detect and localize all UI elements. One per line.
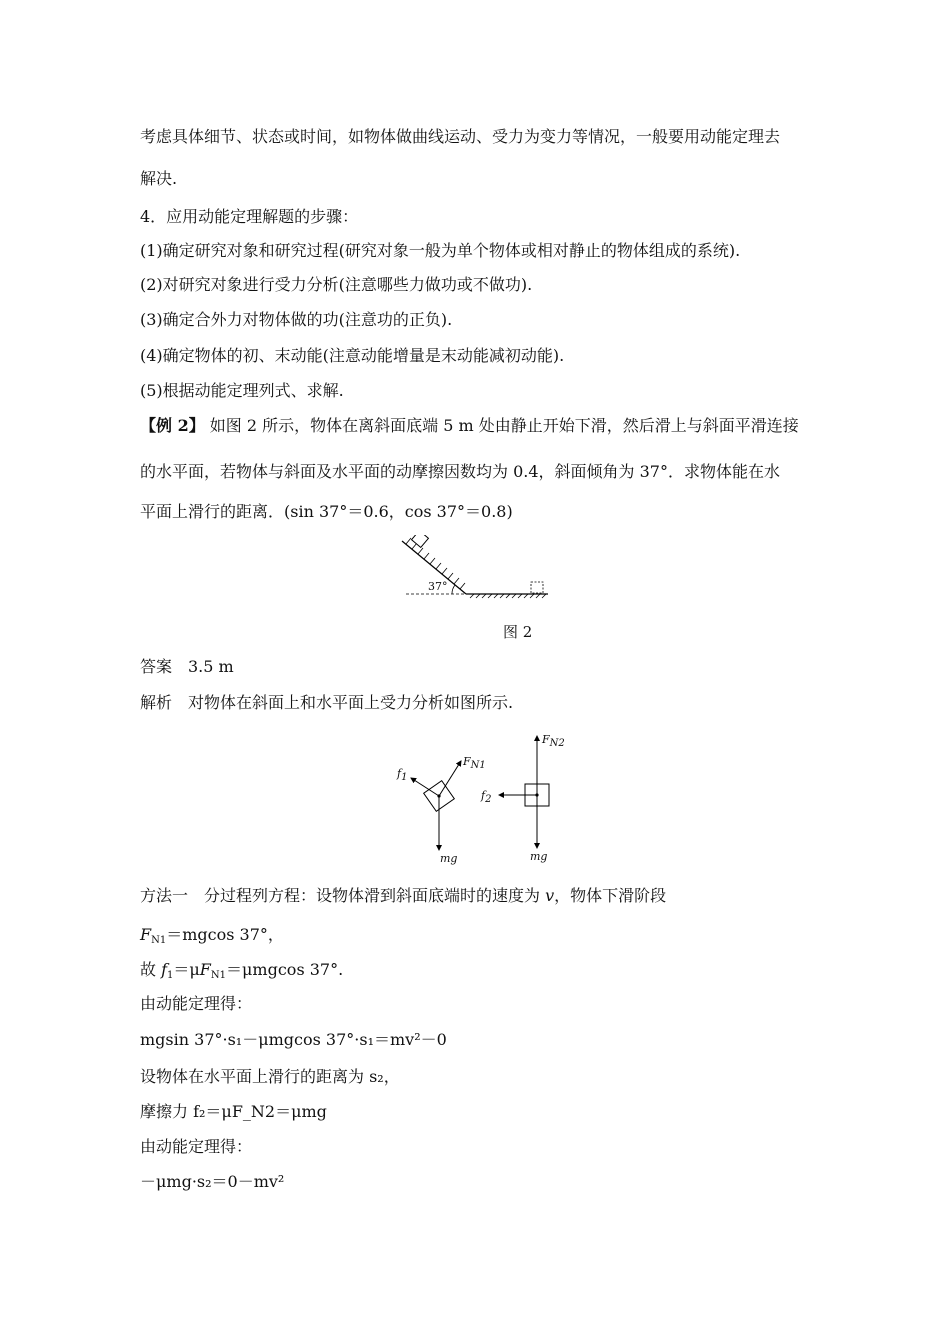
block-on-incline <box>412 535 429 547</box>
label-fn1: FN1 <box>463 755 486 771</box>
example-line <box>140 416 799 436</box>
label-f1: f1 <box>397 767 408 783</box>
method-line: 方法一 分过程列方程：设物体滑到斜面底端时的速度为 v，物体下滑阶段 <box>140 886 667 905</box>
step-4: (4)确定物体的初、末动能(注意动能增量是末动能减初动能). <box>140 346 565 365</box>
equation-2: 故 $f_1=\mu F_{N1}=\mu mgcos$ 37°. <box>140 960 344 981</box>
equation-3: 由动能定理得： <box>140 994 253 1013</box>
equation-5: 设物体在水平面上滑行的距离为 s₂， <box>140 1067 400 1086</box>
steps-heading: 4．应用动能定理解题的步骤： <box>140 207 359 226</box>
left-body <box>411 761 461 850</box>
force-diagram <box>395 728 565 868</box>
example-line-3: 平面上滑行的距离．(sin 37°＝0.6，cos 37°＝0.8) <box>140 502 513 521</box>
label-fn2: FN2 <box>542 733 565 749</box>
figure-caption: 图 2 <box>503 623 533 641</box>
label-f2: f2 <box>481 789 492 805</box>
analysis: 解析 对物体在斜面上和水平面上受力分析如图所示. <box>140 693 514 712</box>
equation-6: 摩擦力 f₂＝μF_N2＝μmg <box>140 1102 327 1121</box>
incline-figure <box>398 535 558 607</box>
text-line: 解决. <box>140 169 178 188</box>
equation-7: 由动能定理得： <box>140 1137 253 1156</box>
equation-8: －μmg·s₂＝0－mv² <box>140 1172 285 1191</box>
answer: 答案 3.5 m <box>140 657 234 676</box>
example-line-2: 的水平面，若物体与斜面及水平面的动摩擦因数均为 0.4，斜面倾角为 37°．求物体能在水 <box>140 462 780 481</box>
label-mg-left: mg <box>440 852 458 865</box>
step-3: (3)确定合外力对物体做的功(注意功的正负). <box>140 310 453 329</box>
step-1: (1)确定研究对象和研究过程(研究对象一般为单个物体或相对静止的物体组成的系统). <box>140 241 741 260</box>
text-line: 考虑具体细节、状态或时间，如物体做曲线运动、受力为变力等情况，一般要用动能定理去 <box>140 127 781 146</box>
example-text: 如图 2 所示，物体在离斜面底端 5 m 处由静止开始下滑，然后滑上与斜面平滑连接 <box>204 416 799 435</box>
label-mg-right: mg <box>530 850 548 863</box>
right-body <box>499 736 549 848</box>
example-tag: 【例 2】 <box>140 416 205 435</box>
equation-1: $F_{N1}=mgcos$ 37°， <box>140 925 284 946</box>
angle-label: 37° <box>428 580 448 593</box>
step-5: (5)根据动能定理列式、求解. <box>140 381 344 400</box>
equation-4: mgsin 37°·s₁－μmgcos 37°·s₁＝mv²－0 <box>140 1030 447 1049</box>
block-dashed <box>531 582 543 593</box>
step-2: (2)对研究对象进行受力分析(注意哪些力做功或不做功). <box>140 275 533 294</box>
